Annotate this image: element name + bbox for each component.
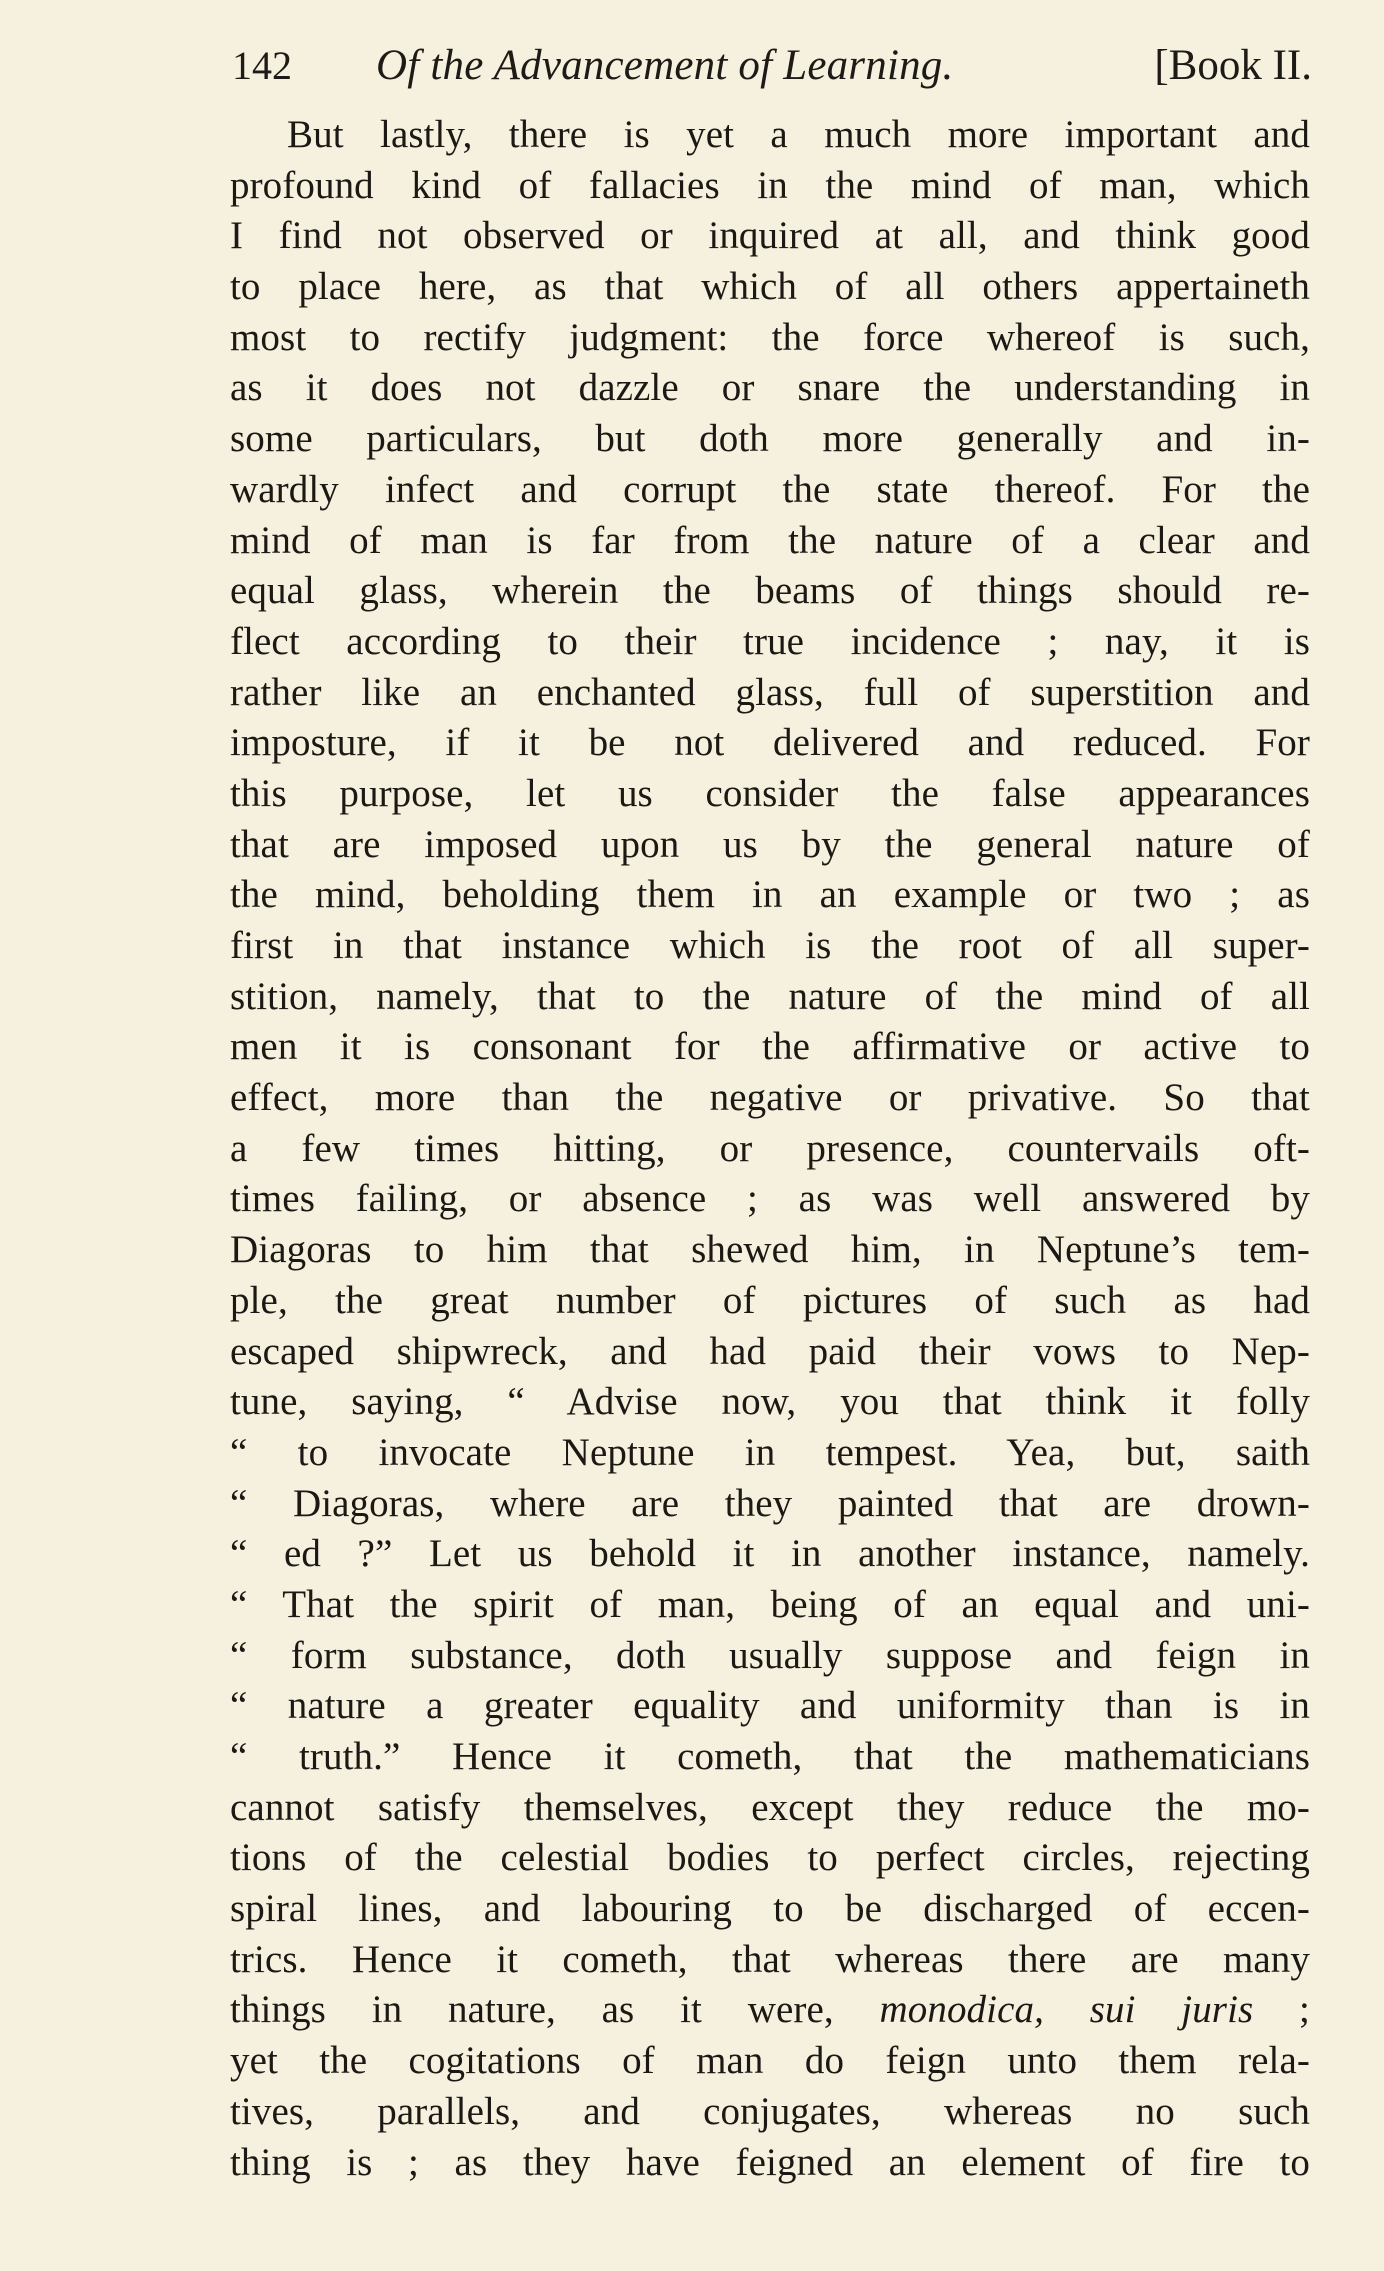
text-line: But lastly, there is yet a much more important and: [287, 113, 1310, 156]
text-line: spiral lines, and labouring to be discharged of eccen-: [230, 1887, 1310, 1931]
text-line: “ Diagoras, where are they painted that are drown-: [230, 1481, 1310, 1525]
book-label: [Book II.: [1154, 42, 1312, 89]
text-line: most to rectify judgment: the force whereof is such,: [230, 315, 1310, 359]
text-line: equal glass, wherein the beams of things should re-: [230, 569, 1310, 613]
text-segment: ;: [1253, 1988, 1310, 2032]
text-line: tune, saying, “ Advise now, you that think it folly: [230, 1380, 1310, 1424]
page-number: 142: [232, 43, 292, 88]
text-line: yet the cogitations of man do feign unto them rela-: [230, 2039, 1310, 2083]
text-line: this purpose, let us consider the false appearances: [230, 771, 1310, 815]
text-line: stition, namely, that to the nature of the mind of all: [230, 974, 1310, 1018]
text-line: profound kind of fallacies in the mind of man, which: [230, 163, 1310, 207]
text-line: imposture, if it be not delivered and reduced. For: [230, 721, 1310, 765]
text-line: to place here, as that which of all others appertaineth: [230, 265, 1310, 309]
text-line: effect, more than the negative or privative. So that: [230, 1076, 1310, 1120]
text-line: flect according to their true incidence ; nay, it is: [230, 619, 1310, 663]
text-line: “ truth.” Hence it cometh, that the mathematicians: [230, 1735, 1310, 1778]
text-line: men it is consonant for the affirmative or active to: [230, 1025, 1310, 1069]
text-line: rather like an enchanted glass, full of superstition and: [230, 670, 1310, 714]
text-line: as it does not dazzle or snare the understanding in: [230, 366, 1310, 410]
text-line: wardly infect and corrupt the state thereof. For the: [230, 467, 1310, 511]
text-line: “ That the spirit of man, being of an equal and uni-: [230, 1582, 1310, 1626]
text-line: the mind, beholding them in an example or two ; as: [230, 873, 1310, 917]
text-line: Diagoras to him that shewed him, in Neptune’s tem-: [230, 1228, 1310, 1272]
text-line: first in that instance which is the root of all super-: [230, 924, 1310, 967]
running-title: Of the Advancement of Learning.: [376, 42, 954, 89]
text-line: trics. Hence it cometh, that whereas there are many: [230, 1937, 1310, 1981]
italic-phrase: monodica, sui juris: [879, 1988, 1254, 2032]
text-line: tions of the celestial bodies to perfect circles, rejecting: [230, 1836, 1310, 1880]
text-line: that are imposed upon us by the general nature of: [230, 822, 1310, 866]
text-line: “ to invocate Neptune in tempest. Yea, but, saith: [230, 1430, 1310, 1474]
text-line: “ ed ?” Let us behold it in another instance, namely.: [230, 1532, 1310, 1576]
text-line: thing is ; as they have feigned an element of fire to: [230, 2140, 1310, 2184]
text-line: times failing, or absence ; as was well answered by: [230, 1177, 1310, 1221]
text-line-with-italic: [230, 1985, 1310, 2036]
text-line: escaped shipwreck, and had paid their vows to Nep-: [230, 1329, 1310, 1373]
text-line: tives, parallels, and conjugates, whereas no such: [230, 2089, 1310, 2133]
text-line: ple, the great number of pictures of such as had: [230, 1278, 1310, 1322]
text-line: some particulars, but doth more generally and in-: [230, 417, 1310, 461]
page-header: [232, 40, 1312, 100]
text-segment: things in nature, as it were,: [230, 1988, 880, 2032]
text-line: cannot satisfy themselves, except they reduce the mo-: [230, 1785, 1310, 1829]
text-line: “ nature a greater equality and uniformity than is in: [230, 1684, 1310, 1728]
text-line: mind of man is far from the nature of a clear and: [230, 518, 1310, 562]
text-line: “ form substance, doth usually suppose and feign in: [230, 1633, 1310, 1677]
text-line: a few times hitting, or presence, countervails oft-: [230, 1126, 1310, 1170]
text-line: I find not observed or inquired at all, and think good: [230, 214, 1310, 258]
body-text: [230, 110, 1310, 2188]
